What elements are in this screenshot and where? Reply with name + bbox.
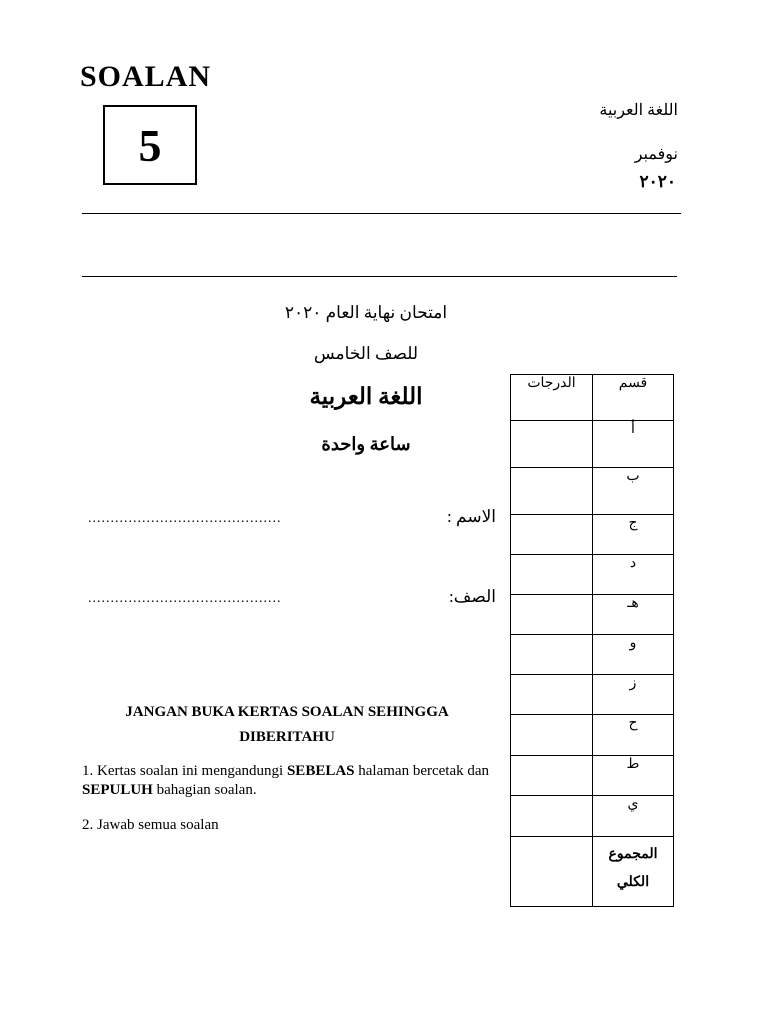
instruction-1-prefix: 1. Kertas soalan ini mengandungi [82,763,287,779]
total-row [511,837,674,907]
soalan-label: SOALAN [80,60,212,93]
marks-cell[interactable] [511,675,593,715]
header-marks: الدرجات [511,375,593,421]
section-label: د [593,555,674,595]
exam-duration: ساعة واحدة [321,434,411,454]
section-label: ح [593,715,674,756]
marks-cell[interactable] [511,515,593,555]
total-label-line2: الكلي [616,875,650,890]
table-row [511,421,674,468]
section-label: ز [593,675,674,715]
marks-cell[interactable] [511,595,593,635]
header-year: ٢٠٢٠ [639,172,676,191]
table-row [511,515,674,555]
marks-cell[interactable] [511,421,593,468]
instruction-1-sections: SEPULUH [82,782,153,798]
class-label: الصف: [449,587,496,606]
total-label-line1: المجموع [608,847,658,862]
question-number-box [103,105,197,185]
instruction-2: 2. Jawab semua soalan [82,817,219,833]
table-row [511,796,674,837]
exam-class: للصف الخامس [313,344,419,363]
table-row [511,468,674,515]
instruction-1-suffix: bahagian soalan. [152,782,257,798]
warning-text: JANGAN BUKA KERTAS SOALAN SEHINGGA DIBERITAHU [125,704,449,745]
marks-table [510,374,674,907]
section-label: أ [593,421,674,468]
name-field[interactable]: ........................................... [88,511,282,526]
table-row [511,555,674,595]
class-field[interactable]: ........................................... [88,591,282,606]
name-field-row [88,507,496,527]
marks-cell[interactable] [511,756,593,796]
total-marks-cell[interactable] [511,837,593,907]
total-label [593,837,674,907]
header-section: قسم [593,375,674,421]
instruction-1-pages: SEBELAS [286,763,355,779]
name-label: الاسم : [447,507,496,526]
table-row [511,756,674,796]
marks-cell[interactable] [511,796,593,837]
table-row [511,715,674,756]
exam-subject: اللغة العربية [309,384,423,409]
header-month: نوفمبر [634,146,678,163]
marks-cell[interactable] [511,635,593,675]
instruction-1 [82,762,497,800]
question-number: 5 [138,119,162,171]
divider-line-bottom [82,276,677,277]
marks-cell[interactable] [511,468,593,515]
header-subject: اللغة العربية [599,102,678,119]
table-row [511,595,674,635]
section-label: و [593,635,674,675]
table-row [511,675,674,715]
marks-cell[interactable] [511,715,593,756]
section-label: ب [593,468,674,515]
marks-cell[interactable] [511,555,593,595]
section-label: هـ [593,595,674,635]
section-label: ط [593,756,674,796]
instruction-1-mid: halaman bercetak dan [354,763,490,779]
marks-header-row [511,375,674,421]
exam-title: امتحان نهاية العام ٢٠٢٠ [284,303,448,322]
section-label: ج [593,515,674,555]
table-row [511,635,674,675]
divider-line-top [82,213,681,214]
class-field-row [88,587,496,607]
section-label: ي [593,796,674,837]
